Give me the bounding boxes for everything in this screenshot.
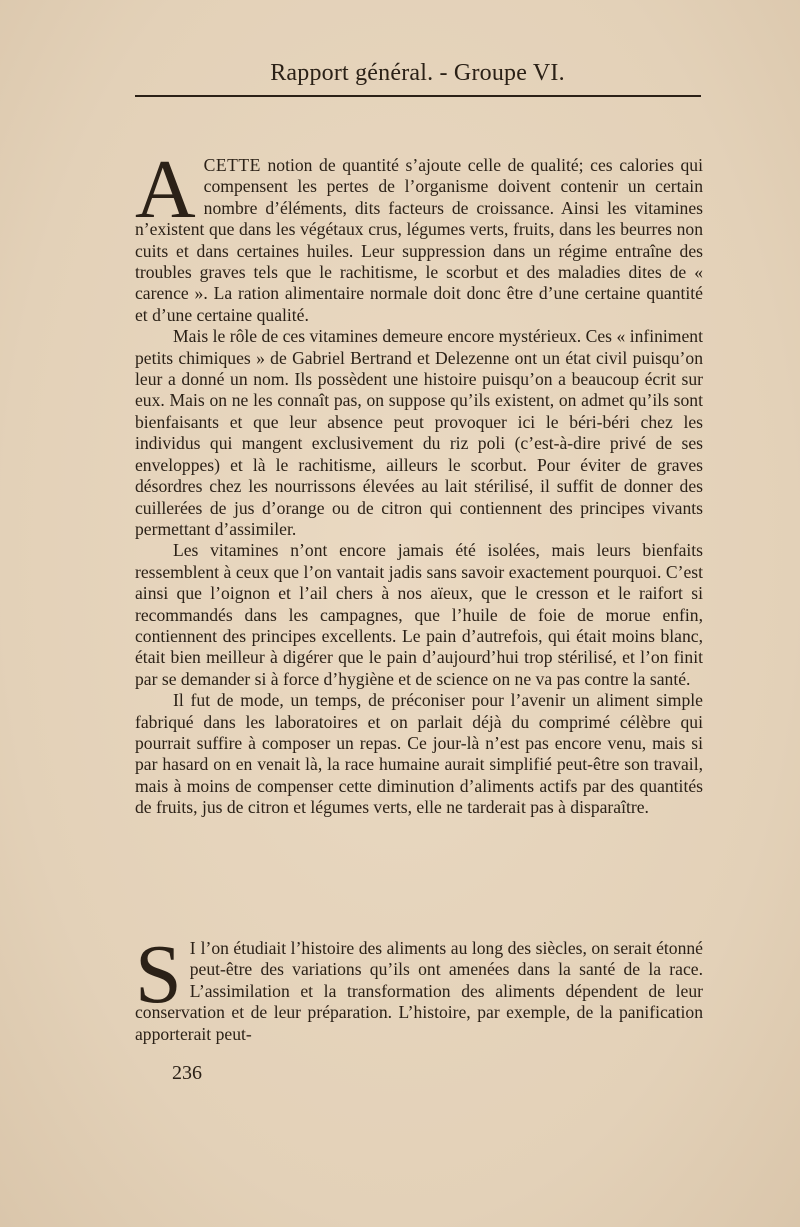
section-vitamins xyxy=(135,143,703,819)
page-number: 236 xyxy=(172,1062,202,1084)
drop-cap: A xyxy=(135,143,196,236)
paragraph: Il fut de mode, un temps, de préconiser pour l’avenir un aliment simple fabriqué dans les laboratoires et on parlait déjà du comprimé célèbre qui pourrait suffire à composer un repas. Ce jour-là n’est pas encore venu, mais si par hasard on en venait là, la race humaine aurait simplifié peut-être son travail, mais à moins de compenser cette diminution d’aliments actifs par des quantités de fruits, jus de citron et légumes verts, elle ne tarderait pas à disparaître. xyxy=(135,690,703,818)
paragraph: Mais le rôle de ces vitamines demeure encore mystérieux. Ces « infiniment petits chimiques » de Gabriel Bertrand et Delezenne ont un état civil puisqu’on leur a donné un nom. Ils possèdent une histoire puisqu’on a beaucoup écrit sur eux. Mais on ne les connaît pas, on suppose qu’ils existent, on admet qu’ils sont bienfaisants et que leur absence peut provoquer ici le béri-béri chez les individus qui mangent exclusivement du riz poli (c’est-à-dire privé de ses enveloppes) et là le rachitisme, ailleurs le scorbut. Pour éviter de graves désordres chez les nourrissons élevées au lait stérilisé, il suffit de donner des cuillerées de jus d’orange ou de citron qui contiennent des principes vivants permettant d’assimiler. xyxy=(135,326,703,539)
paragraph-text: notion de quantité s’ajoute celle de qualité; ces calories qui compensent les pertes de l’organisme doivent contenir un certain nombre d’éléments, dits facteurs de croissance. Ainsi les vitamines n’existent que dans les végétaux crus, légumes verts, fruits, dans les beurres non cuits et dans certaines huiles. Leur suppression dans un régime entraîne des troubles graves tels que le rachitisme, le scorbut et des maladies dites de « carence ». La ration alimentaire normale doit donc être d’une certaine quantité et d’une certaine qualité. xyxy=(135,155,703,325)
paragraph xyxy=(135,928,703,1045)
paragraph xyxy=(135,143,703,326)
section-history xyxy=(135,928,703,1045)
running-head: Rapport général. - Groupe VI. xyxy=(270,60,565,86)
drop-cap: S xyxy=(135,928,182,1021)
paragraph-text: l’on étudiait l’histoire des aliments au long des siècles, on serait étonné peut-être des variations qu’ils ont amenées dans la santé de la race. L’assimilation et la transformation des aliments dépendent de leur conservation et de leur préparation. L’histoire, par exemple, de la panification apporterait peut- xyxy=(135,938,703,1044)
paragraph: Les vitamines n’ont encore jamais été isolées, mais leurs bienfaits ressemblent à ceux que l’on vantait jadis sans savoir exactement pourquoi. C’est ainsi que l’oignon et l’ail chers à nos aïeux, que le cresson et le raifort si recommandés dans les campagnes, que l’huile de foie de morue enfin, contiennent des principes excellents. Le pain d’autrefois, qui était moins blanc, était bien meilleur à digérer que le pain d’aujourd’hui trop stérilisé, et l’on finit par se demander si à force d’hygiène et de science on ne va pas contre la santé. xyxy=(135,540,703,689)
lead-word: I xyxy=(189,938,197,958)
lead-word: CETTE xyxy=(203,155,261,175)
header-rule xyxy=(135,95,701,97)
